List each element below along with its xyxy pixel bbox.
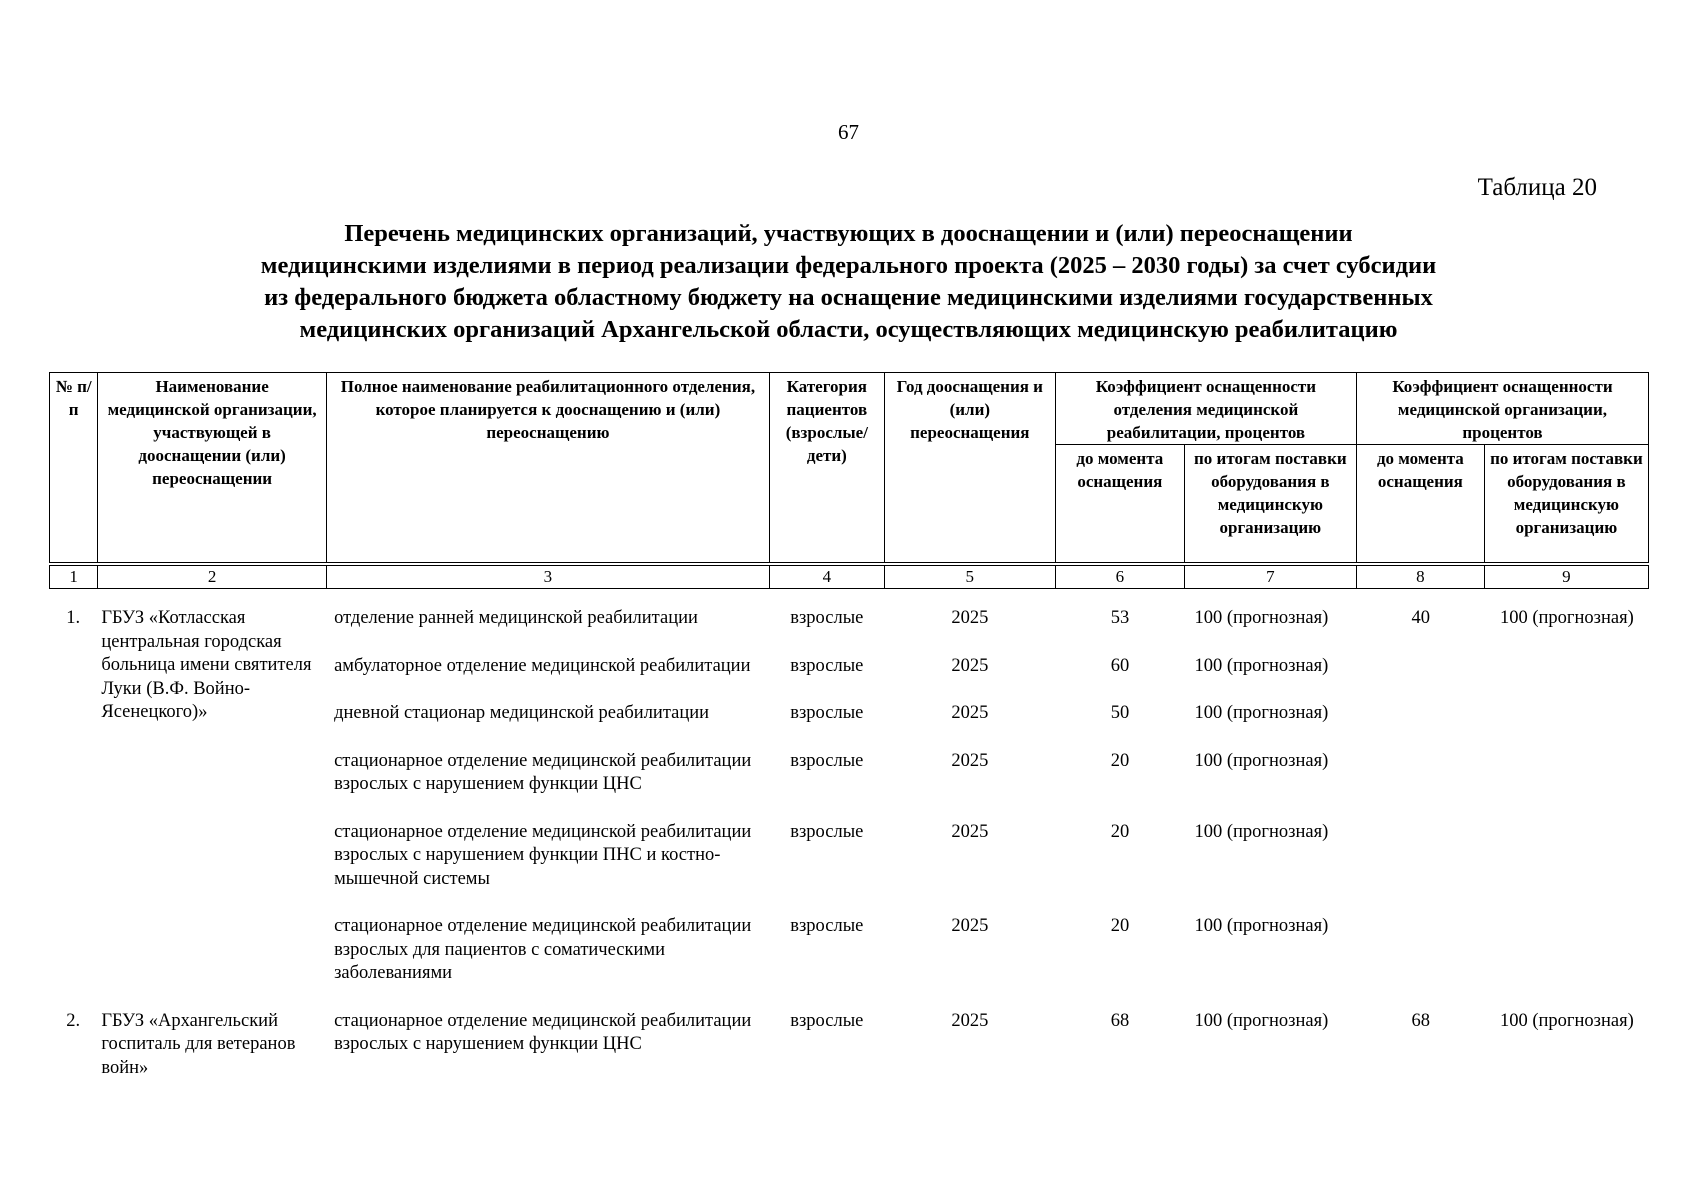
- column-number: 1: [50, 564, 98, 589]
- page-number: 67: [838, 120, 859, 144]
- table-row: [49, 1010, 1649, 1105]
- patient-category: взрослые: [790, 821, 864, 842]
- equipment-year: 2025: [951, 655, 989, 676]
- dept-coefficient-after: 100 (прогнозная): [1194, 1010, 1329, 1031]
- header-year: Год дооснащения и (или) переоснащения: [884, 373, 1055, 565]
- column-number: 3: [326, 564, 769, 589]
- title-line: Перечень медицинских организаций, участвующих в дооснащении и (или) переоснащении: [344, 220, 1353, 247]
- header-category: Категория пациентов (взрослые/ дети): [769, 373, 884, 565]
- organization-name: ГБУЗ «Архангельский госпиталь для ветеранов войн»: [101, 1010, 296, 1078]
- dept-coefficient-before: 53: [1110, 608, 1130, 628]
- row-number: 1.: [66, 608, 81, 628]
- column-number: 2: [98, 564, 327, 589]
- dept-coefficient-before: 60: [1110, 655, 1130, 676]
- equipment-year: 2025: [951, 703, 989, 723]
- header-dept-after: по итогам поставки оборудования в медицинскую организацию: [1184, 445, 1356, 565]
- dept-coefficient-after: 100 (прогнозная): [1194, 703, 1329, 723]
- row-number: 2.: [66, 1010, 81, 1031]
- department-name: дневной стационар медицинской реабилитации: [334, 703, 710, 723]
- dept-coefficient-before: 20: [1110, 916, 1130, 936]
- title-line: медицинских организаций Архангельской области, осуществляющих медицинскую реабилитацию: [299, 316, 1398, 343]
- table-label: Таблица 20: [1477, 174, 1597, 201]
- dept-coefficient-after: 100 (прогнозная): [1194, 916, 1329, 936]
- department-name: стационарное отделение медицинской реабилитации взрослых с нарушением функции ЦНС: [334, 1010, 752, 1054]
- dept-coefficient-after: 100 (прогнозная): [1194, 750, 1329, 771]
- patient-category: взрослые: [790, 655, 864, 676]
- header-dept-coefficient: Коэффициент оснащенности отделения медицинской реабилитации, процентов: [1055, 373, 1356, 445]
- column-number: 7: [1184, 564, 1356, 589]
- department-name: отделение ранней медицинской реабилитации: [334, 608, 698, 628]
- header-org-after: по итогам поставки оборудования в медицинскую организацию: [1484, 445, 1648, 565]
- patient-category: взрослые: [790, 916, 864, 936]
- org-coefficient-after: 100 (прогнозная): [1499, 608, 1634, 628]
- org-coefficient-after: 100 (прогнозная): [1499, 1010, 1634, 1031]
- equipment-year: 2025: [951, 1010, 989, 1031]
- title-line: из федерального бюджета областному бюджету на оснащение медицинскими изделиями государственных: [264, 284, 1433, 311]
- equipment-year: 2025: [951, 821, 989, 842]
- patient-category: взрослые: [790, 608, 864, 628]
- equipment-year: 2025: [951, 916, 989, 936]
- department-name: амбулаторное отделение медицинской реабилитации: [334, 655, 751, 676]
- dept-coefficient-after: 100 (прогнозная): [1194, 655, 1329, 676]
- patient-category: взрослые: [790, 703, 864, 723]
- table-header: [49, 372, 1649, 589]
- column-number: 4: [769, 564, 884, 589]
- org-coefficient-before: 40: [1411, 608, 1430, 628]
- department-name: стационарное отделение медицинской реабилитации взрослых с нарушением функции ПНС и костно-мышечной системы: [334, 821, 752, 889]
- header-organization: Наименование медицинской организации, участвующей в дооснащении (или) переоснащении: [98, 373, 327, 565]
- header-org-coefficient: Коэффициент оснащенности медицинской организации, процентов: [1356, 373, 1648, 445]
- organization-name: ГБУЗ «Котласская центральная городская больница имени святителя Луки (В.Ф. Войно-Ясенецкого)»: [101, 608, 312, 722]
- column-number: 5: [884, 564, 1055, 589]
- patient-category: взрослые: [790, 750, 864, 771]
- dept-coefficient-before: 20: [1110, 821, 1130, 842]
- equipment-year: 2025: [951, 608, 989, 628]
- equipment-year: 2025: [951, 750, 989, 771]
- dept-coefficient-after: 100 (прогнозная): [1194, 608, 1329, 628]
- header-department: Полное наименование реабилитационного отделения, которое планируется к дооснащению и (или) переоснащению: [326, 373, 769, 565]
- column-number: 6: [1055, 564, 1184, 589]
- header-org-before: до момента оснащения: [1356, 445, 1484, 565]
- org-coefficient-before: 68: [1411, 1010, 1430, 1031]
- column-number: 9: [1484, 564, 1648, 589]
- patient-category: взрослые: [790, 1010, 864, 1031]
- header-dept-before: до момента оснащения: [1055, 445, 1184, 565]
- dept-coefficient-after: 100 (прогнозная): [1194, 821, 1329, 842]
- title-line: медицинскими изделиями в период реализации федерального проекта (2025 – 2030 годы) за счет субсидии: [260, 252, 1437, 279]
- table-body: [49, 607, 1649, 1104]
- department-name: стационарное отделение медицинской реабилитации взрослых для пациентов с соматическими заболеваниями: [334, 916, 752, 983]
- header-number: № п/п: [50, 373, 98, 565]
- table-row: [49, 607, 1649, 655]
- dept-coefficient-before: 68: [1110, 1010, 1130, 1031]
- dept-coefficient-before: 50: [1110, 703, 1130, 723]
- department-name: стационарное отделение медицинской реабилитации взрослых с нарушением функции ЦНС: [334, 750, 752, 794]
- column-number: 8: [1356, 564, 1484, 589]
- dept-coefficient-before: 20: [1110, 750, 1130, 771]
- document-title: [40, 218, 1657, 346]
